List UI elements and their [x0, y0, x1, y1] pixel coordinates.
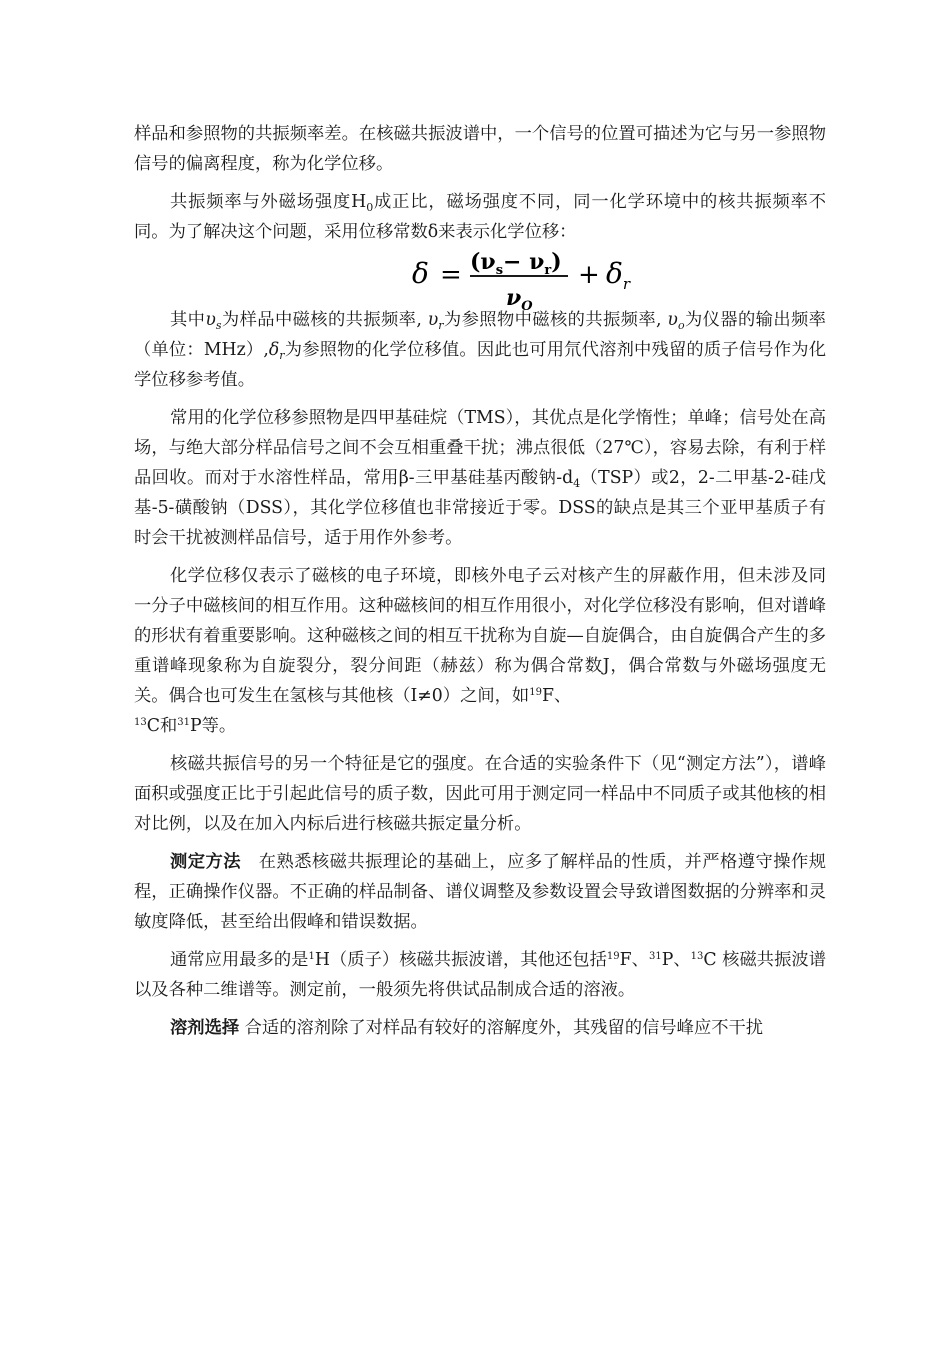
p3-a: 其中 [170, 310, 206, 330]
formula-delta-r: $\delta_r$ [606, 257, 631, 293]
p8-a: 通常应用最多的是 [170, 950, 309, 970]
document-page [134, 119, 826, 1051]
p4-a: 常用的化学位移参照物是四甲基硅烷（TMS），其优点是化学惰性；单峰；信号处在高场，与绝大部分样品信号之间不会互相重叠干扰；沸点很低（27℃），容易去除，有利于样品回收。而对于水溶性样品，常用β-三甲基硅基丙酸钠-d [134, 408, 826, 488]
paragraph-7 [134, 847, 826, 937]
p8-c: F、 [619, 950, 649, 970]
paragraph-8 [134, 945, 826, 1005]
p7-text: 在熟悉核磁共振理论的基础上，应多了解样品的性质，并严格遵守操作规程，正确操作仪器。不正确的样品制备、谱仪调整及参数设置会导致谱图数据的分辨率和灵敏度降低，甚至给出假峰和错误数据。 [134, 852, 826, 932]
sup-19: 19 [606, 951, 620, 962]
sub-r: r [279, 349, 285, 362]
paragraph-3 [134, 305, 826, 395]
formula-delta: δ [412, 257, 429, 290]
p5-d: P等。 [189, 716, 237, 736]
sup-13: 13 [690, 951, 704, 962]
p4-b: （TSP）或2，2-二甲基-2-硅戊基-5-磺酸钠（DSS），其化学位移值也非常接近于零。DSS的缺点是其三个亚甲基质子有时会干扰被测样品信号，适于用作外参考。 [134, 468, 827, 548]
p5-a: 化学位移仅表示了磁核的电子环境，即核外电子云对核产生的屏蔽作用，但未涉及同一分子中磁核间的相互作用。这种磁核间的相互作用很小，对化学位移没有影响，但对谱峰的形状有着重要影响。这种磁核之间的相互干扰称为自旋—自旋偶合，由自旋偶合产生的多重谱峰现象称为自旋裂分，裂分间距（赫兹）称为偶合常数J，偶合常数与外磁场强度无关。偶合也可发生在氢核与其他核（I≠0）之间，如 [134, 566, 826, 706]
p6-text: 核磁共振信号的另一个特征是它的强度。在合适的实验条件下（见“测定方法”），谱峰面积或强度正比于引起此信号的质子数，因此可用于测定同一样品中不同质子或其他核的相对比例，以及在加入内标后进行核磁共振定量分析。 [134, 754, 826, 834]
p3-d: 为仪器的输出频率（单位：MHz）, [134, 310, 826, 360]
formula-equals: = [440, 260, 462, 290]
formula-num-1: $(\nu_s- \nu_r)$ [470, 249, 562, 278]
p8-d: P、 [661, 950, 691, 970]
paragraph-6 [134, 749, 826, 839]
section-heading-solvent: 溶剂选择 [170, 1018, 240, 1038]
sub-4: 4 [573, 477, 581, 490]
chemical-shift-formula [134, 249, 826, 314]
paragraph-4 [134, 403, 826, 553]
paragraph-5 [134, 561, 826, 741]
sup-19: 19 [529, 687, 542, 698]
p5-c: C和 [146, 716, 178, 736]
sup-1: 1 [308, 951, 315, 962]
sub-o: o [677, 319, 685, 332]
paragraph-2 [134, 187, 826, 247]
sup-31: 31 [177, 717, 190, 728]
subscript: 0 [366, 201, 374, 214]
sub-s: s [215, 319, 222, 332]
p8-e: C 核磁共振波谱以及各种二维谱等。测定前，一般须先将供试品制成合适的溶液。 [134, 950, 826, 1000]
paragraph-1-text: 样品和参照物的共振频率差。在核磁共振波谱中，一个信号的位置可描述为它与另一参照物信号的偏离程度，称为化学位移。 [134, 124, 826, 174]
section-heading-method: 测定方法 [170, 852, 241, 872]
p9-text: 合适的溶剂除了对样品有较好的溶解度外，其残留的信号峰应不干扰 [239, 1018, 764, 1038]
paragraph-9 [134, 1013, 826, 1043]
sup-31: 31 [648, 951, 662, 962]
nu-symbol: υ [205, 310, 216, 330]
delta-symbol: δ [268, 340, 280, 360]
p3-e: 为参照物的化学位移值。因此也可用氘代溶剂中残留的质子信号作为化学位移参考值。 [134, 340, 826, 390]
sub-r: r [438, 319, 444, 332]
sup-13: 13 [134, 717, 147, 728]
p5-b: F、 [541, 686, 572, 706]
p3-b: 为样品中磁核的共振频率, [221, 310, 428, 330]
formula-plus: + [578, 260, 600, 290]
formula-svg [406, 245, 666, 315]
nu-symbol: υ [667, 310, 678, 330]
paragraph-2-text-cont: 成正比，磁场强度不同，同一化学环境中的核共振频率不同。为了解决这个问题，采用位移常数δ来表示化学位移： [134, 192, 826, 242]
formula-denominator: $\nu_O$ [506, 285, 533, 314]
paragraph-1 [134, 119, 826, 179]
p8-b: H（质子）核磁共振波谱，其他还包括 [314, 950, 607, 970]
nu-symbol: υ [427, 310, 439, 330]
p3-c: 为参照物中磁核的共振频率, [443, 310, 668, 330]
paragraph-2-text: 共振频率与外磁场强度H [170, 192, 367, 212]
